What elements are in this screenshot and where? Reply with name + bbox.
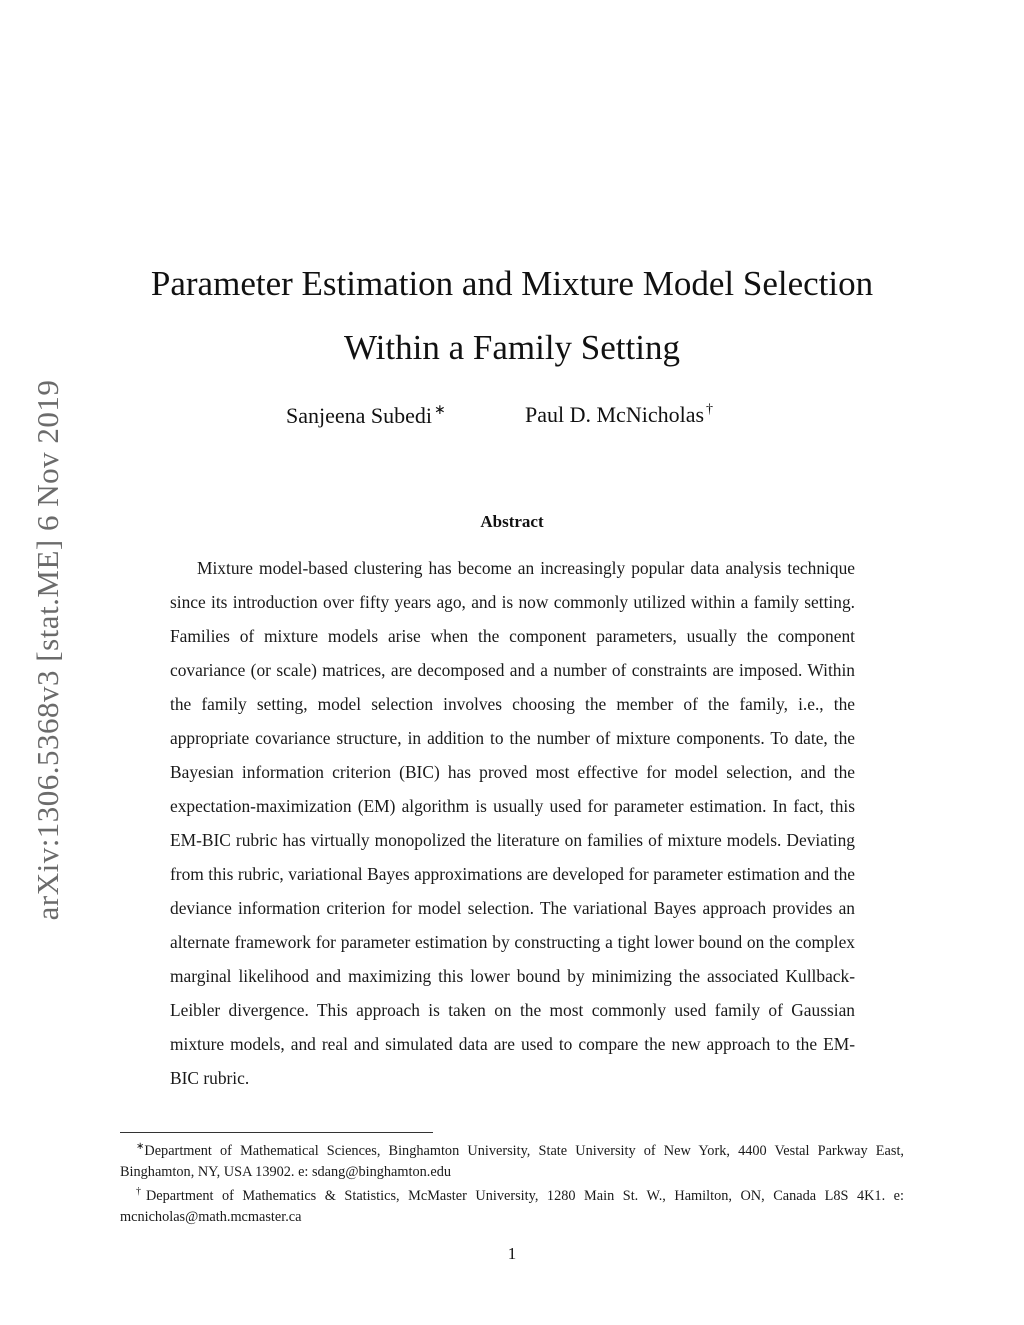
author-subedi	[286, 402, 446, 429]
author-name: Paul D. McNicholas	[525, 402, 705, 427]
abstract-heading: Abstract	[480, 512, 544, 531]
author-name: Sanjeena Subedi	[286, 403, 433, 428]
author-list	[120, 402, 904, 438]
footnote-divider	[120, 1132, 433, 1133]
author-footnote-mark: ∗	[434, 403, 446, 418]
author-footnote-mark: †	[706, 402, 714, 417]
footnote-affiliation-mcnicholas	[120, 1182, 904, 1227]
footnote-mark: †	[136, 1186, 146, 1197]
footnote-text: Department of Mathematical Sciences, Binghamton University, State University of New York, 4400 Vestal Parkway East, Binghamton, NY, USA 13902. e: sdang@binghamton.edu	[120, 1143, 904, 1180]
footnote-affiliation-subedi	[120, 1137, 904, 1182]
footnote-text: Department of Mathematics & Statistics, McMaster University, 1280 Main St. W., Hamilton, ON, Canada L8S 4K1. e: mcnicholas@math.mcmaster.ca	[120, 1188, 905, 1225]
footnotes	[120, 1137, 904, 1227]
author-mcnicholas	[525, 402, 713, 428]
title-line-2: Within a Family Setting	[344, 328, 680, 367]
title-line-1: Parameter Estimation and Mixture Model Selection	[150, 264, 874, 303]
page-number: 1	[507, 1244, 517, 1263]
arxiv-identifier-stamp: arXiv:1306.5368v3 [stat.ME] 6 Nov 2019	[30, 379, 65, 921]
paper-title	[120, 252, 904, 380]
abstract-text: Mixture model-based clustering has become an increasingly popular data analysis technique since its introduction over fifty years ago, and is now commonly utilized within a family setting. Families of mixture models arise when the component parameters, usually the component covariance (or scale) matrices, are decomposed and a number of constraints are imposed. Within the family setting, model selection involves choosing the member of the family, i.e., the appropriate covariance structure, in addition to the number of mixture components. To date, the Bayesian information criterion (BIC) has proved most effective for model selection, and the expectation-maximization (EM) algorithm is usually used for parameter estimation. In fact, this EM-BIC rubric has virtually monopolized the literature on families of mixture models. Deviating from this rubric, variational Bayes approximations are developed for parameter estimation and the deviance information criterion for model selection. The variational Bayes approach provides an alternate framework for parameter estimation by constructing a tight lower bound on the complex marginal likelihood and maximizing this lower bound by minimizing the associated Kullback-Leibler divergence. This approach is taken on the most commonly used family of Gaussian mixture models, and real and simulated data are used to compare the new approach to the EM-BIC rubric.	[170, 558, 855, 1088]
footnote-mark: ∗	[136, 1141, 145, 1152]
